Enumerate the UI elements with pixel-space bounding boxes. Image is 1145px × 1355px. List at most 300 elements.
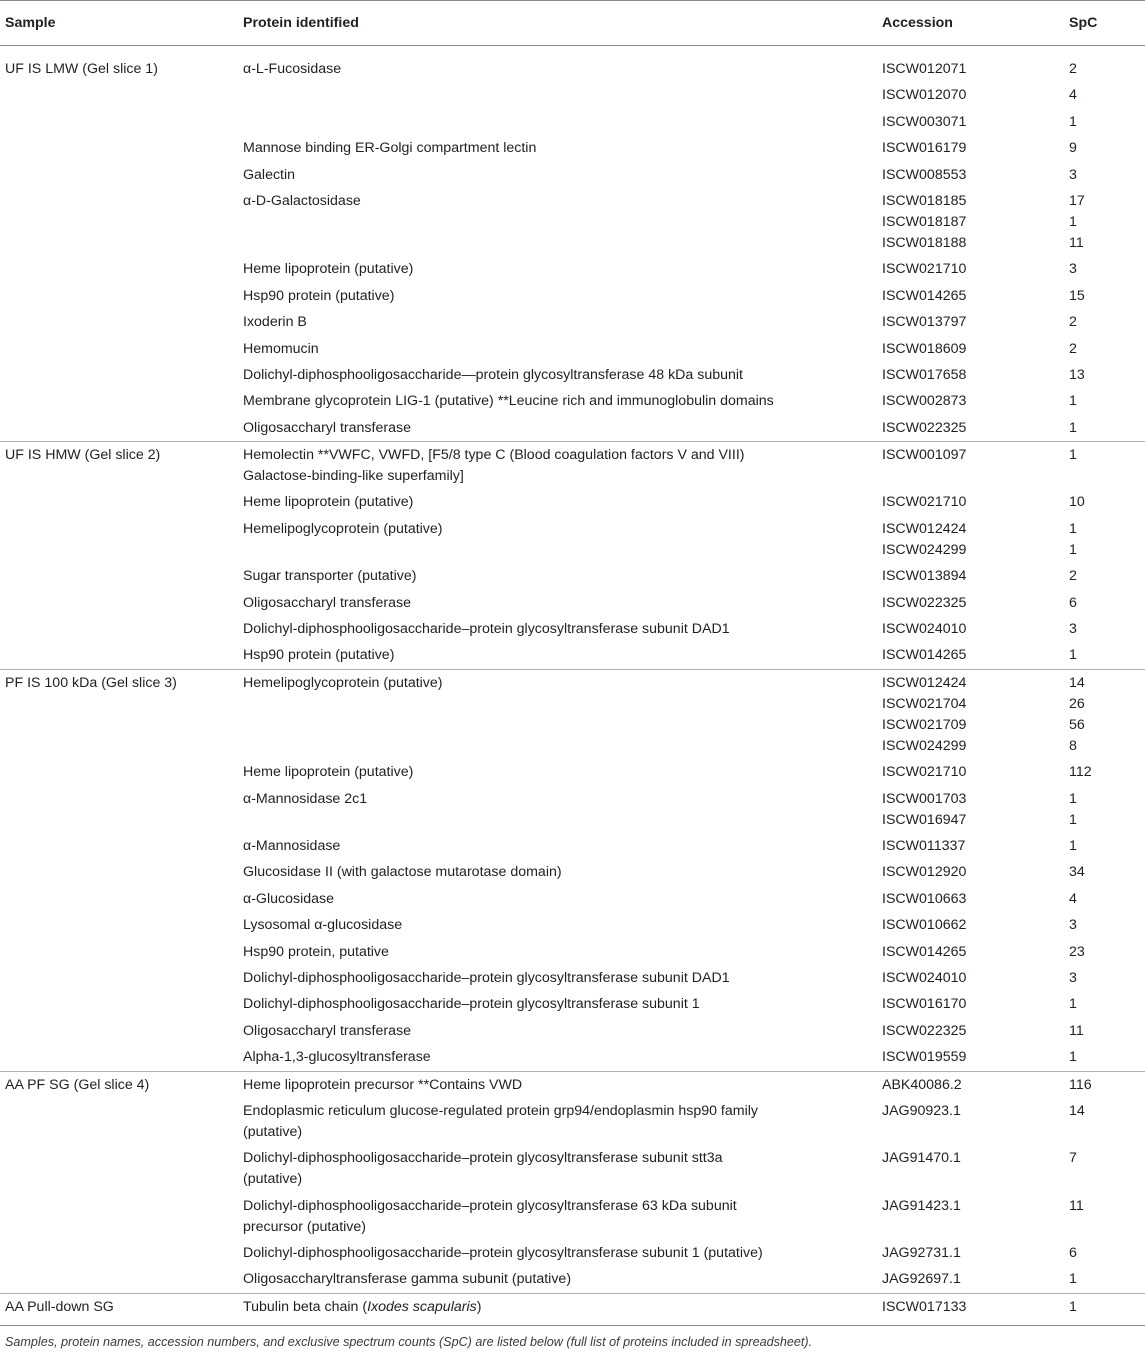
protein-cell: Oligosaccharyl transferase <box>243 419 411 436</box>
accession-cell <box>877 939 1064 965</box>
sample-cell <box>0 1193 243 1240</box>
spectrum-count: 1 <box>1069 419 1077 436</box>
accession-cell <box>877 1145 1064 1192</box>
spectrum-count: 11 <box>1069 234 1084 251</box>
spc-cell <box>1064 833 1145 859</box>
protein-cell: Glucosidase II (with galactose mutarotase domain) <box>243 864 562 881</box>
accession-number: ABK40086.2 <box>882 1076 962 1093</box>
protein-cell: Mannose binding ER-Golgi compartment lectin <box>243 140 537 157</box>
accession-number: ISCW002873 <box>882 393 967 410</box>
spc-cell <box>1064 590 1145 616</box>
sample-cell <box>0 256 243 282</box>
protein-name-line: precursor (putative) <box>243 1218 367 1235</box>
accession-number: ISCW017658 <box>882 366 967 383</box>
spectrum-count: 26 <box>1069 695 1085 712</box>
protein-cell: Heme lipoprotein precursor **Contains VWD <box>243 1071 877 1098</box>
accession-cell <box>877 859 1064 885</box>
sample-cell <box>0 162 243 188</box>
table-header <box>0 1 1145 46</box>
table-row <box>0 1071 1145 1098</box>
spectrum-count: 1 <box>1069 541 1077 558</box>
accession-cell <box>877 833 1064 859</box>
header-row <box>0 1 1145 46</box>
spc-cell <box>1064 1293 1145 1325</box>
table-row <box>0 135 1145 161</box>
spc-cell <box>1064 563 1145 589</box>
protein-cell: Hsp90 protein (putative) <box>243 647 395 664</box>
sample-cell <box>0 516 243 563</box>
table-row <box>0 1193 1145 1240</box>
header-accession: Accession <box>877 1 1064 46</box>
spectrum-count: 23 <box>1069 943 1085 960</box>
accession-number: ISCW012424 <box>882 674 967 691</box>
sample-cell <box>0 188 243 256</box>
protein-cell: Oligosaccharyl transferase <box>243 594 411 611</box>
protein-cell: α-Glucosidase <box>243 890 334 907</box>
accession-cell <box>877 786 1064 833</box>
protein-cell: Hemelipoglycoprotein (putative) <box>243 669 877 759</box>
sample-cell <box>0 1240 243 1266</box>
table-row <box>0 109 1145 135</box>
spectrum-count: 1 <box>1069 647 1077 664</box>
table-row <box>0 590 1145 616</box>
protein-cell: Galectin <box>243 166 296 183</box>
accession-number: ISCW003071 <box>882 113 967 130</box>
spectrum-count: 6 <box>1069 1245 1077 1262</box>
table-row <box>0 1145 1145 1192</box>
protein-cell: Alpha-1,3-glucosyltransferase <box>243 1049 431 1066</box>
table-row <box>0 786 1145 833</box>
table-row <box>0 859 1145 885</box>
accession-cell <box>877 162 1064 188</box>
accession-number: ISCW012424 <box>882 520 967 537</box>
spectrum-count: 1 <box>1069 996 1077 1013</box>
accession-cell <box>877 1098 1064 1145</box>
accession-cell <box>877 1193 1064 1240</box>
protein-name: Tubulin beta chain ( <box>243 1298 368 1315</box>
protein-cell: Heme lipoprotein (putative) <box>243 494 414 511</box>
sample-cell <box>0 283 243 309</box>
protein-cell: Dolichyl-diphosphooligosaccharide—protein glycosyltransferase 48 kDa subunit <box>243 366 743 383</box>
table-row <box>0 642 1145 669</box>
protein-name-line: Dolichyl-diphosphooligosaccharide–protein glycosyltransferase 63 kDa subunit <box>243 1197 737 1214</box>
protein-cell: α-Mannosidase <box>243 837 341 854</box>
accession-number: ISCW011337 <box>882 837 966 854</box>
spectrum-count: 1 <box>1069 811 1077 828</box>
sample-cell <box>0 859 243 885</box>
table-row <box>0 256 1145 282</box>
protein-cell <box>243 82 877 108</box>
table-row <box>0 939 1145 965</box>
spectrum-count: 34 <box>1069 864 1085 881</box>
accession-number: JAG91470.1 <box>882 1150 961 1167</box>
spc-cell <box>1064 489 1145 515</box>
sample-cell: AA PF SG (Gel slice 4) <box>0 1071 243 1098</box>
accession-number: ISCW013797 <box>882 314 967 331</box>
spc-cell <box>1064 1240 1145 1266</box>
spectrum-count: 15 <box>1069 287 1085 304</box>
spc-cell <box>1064 886 1145 912</box>
sample-cell <box>0 1145 243 1192</box>
sample-cell <box>0 991 243 1017</box>
spc-cell <box>1064 669 1145 759</box>
table-row <box>0 309 1145 335</box>
spectrum-count: 116 <box>1069 1076 1092 1093</box>
sample-cell <box>0 336 243 362</box>
sample-cell <box>0 415 243 442</box>
protein-name-line: Endoplasmic reticulum glucose-regulated protein grp94/endoplasmin hsp90 family <box>243 1102 758 1119</box>
accession-cell <box>877 516 1064 563</box>
spectrum-count: 14 <box>1069 1102 1085 1119</box>
table-row <box>0 283 1145 309</box>
accession-number: ISCW018185 <box>882 192 967 209</box>
spectrum-count: 2 <box>1069 568 1077 585</box>
protein-cell: Dolichyl-diphosphooligosaccharide–protein glycosyltransferase subunit DAD1 <box>243 621 730 638</box>
protein-cell: Sugar transporter (putative) <box>243 568 417 585</box>
sample-cell: UF IS LMW (Gel slice 1) <box>5 61 158 77</box>
protein-cell: Heme lipoprotein (putative) <box>243 261 414 278</box>
spc-cell <box>1064 442 1145 490</box>
spc-cell <box>1064 256 1145 282</box>
table-row <box>0 188 1145 256</box>
accession-cell <box>877 442 1064 490</box>
protein-cell: Dolichyl-diphosphooligosaccharide–protein glycosyltransferase subunit 1 <box>243 996 700 1013</box>
protein-name-line: Galactose-binding-like superfamily] <box>243 468 464 485</box>
spc-cell <box>1064 1193 1145 1240</box>
table-row <box>0 336 1145 362</box>
spc-cell <box>1064 912 1145 938</box>
spectrum-count: 11 <box>1069 1197 1084 1214</box>
header-sample: Sample <box>0 1 243 46</box>
accession-number: JAG91423.1 <box>882 1197 961 1214</box>
spectrum-count: 1 <box>1069 520 1077 537</box>
protein-cell: Dolichyl-diphosphooligosaccharide–protein glycosyltransferase subunit DAD1 <box>243 969 730 986</box>
spc-cell <box>1064 1044 1145 1071</box>
spectrum-count: 1 <box>1069 213 1077 230</box>
accession-number: ISCW021704 <box>882 695 967 712</box>
accession-cell <box>877 1266 1064 1293</box>
accession-cell <box>877 188 1064 256</box>
accession-number: ISCW012920 <box>882 864 967 881</box>
accession-number: ISCW018188 <box>882 234 967 251</box>
spc-cell <box>1064 388 1145 414</box>
accession-number: ISCW017133 <box>882 1298 967 1315</box>
spc-cell <box>1064 46 1145 83</box>
accession-number: ISCW016179 <box>882 140 967 157</box>
spc-cell <box>1064 188 1145 256</box>
table-row <box>0 886 1145 912</box>
spc-cell <box>1064 939 1145 965</box>
spectrum-count: 13 <box>1069 366 1085 383</box>
protein-cell: Hemomucin <box>243 340 319 357</box>
accession-number: ISCW022325 <box>882 419 967 436</box>
accession-number: ISCW018187 <box>882 213 967 230</box>
accession-cell <box>877 886 1064 912</box>
sample-cell <box>0 616 243 642</box>
spectrum-count: 1 <box>1069 837 1077 854</box>
protein-cell: α-D-Galactosidase <box>243 192 361 209</box>
header-spc: SpC <box>1064 1 1145 46</box>
accession-cell <box>877 991 1064 1017</box>
protein-cell: Hemelipoglycoprotein (putative) <box>243 520 443 537</box>
accession-cell <box>877 616 1064 642</box>
spc-cell <box>1064 516 1145 563</box>
accession-cell <box>877 965 1064 991</box>
spc-cell <box>1064 1145 1145 1192</box>
spc-cell <box>1064 162 1145 188</box>
protein-name-suffix: ) <box>476 1298 482 1315</box>
protein-cell <box>243 1145 877 1192</box>
spc-cell <box>1064 1098 1145 1145</box>
sample-cell <box>0 135 243 161</box>
spectrum-count: 6 <box>1069 594 1077 611</box>
spectrum-count: 1 <box>1069 1298 1077 1315</box>
accession-number: JAG92731.1 <box>882 1245 961 1262</box>
table-row <box>0 1293 1145 1325</box>
accession-cell <box>877 1044 1064 1071</box>
accession-cell <box>877 563 1064 589</box>
spc-cell <box>1064 82 1145 108</box>
accession-number: ISCW019559 <box>882 1049 967 1066</box>
table-row <box>0 162 1145 188</box>
spc-cell <box>1064 1018 1145 1044</box>
table-row <box>0 833 1145 859</box>
accession-cell <box>877 1018 1064 1044</box>
table-row <box>0 563 1145 589</box>
table-row <box>0 388 1145 414</box>
table-row <box>0 1266 1145 1293</box>
spc-cell <box>1064 786 1145 833</box>
sample-cell <box>0 939 243 965</box>
sample-cell <box>0 886 243 912</box>
protein-cell: Dolichyl-diphosphooligosaccharide–protein glycosyltransferase subunit 1 (putative) <box>243 1245 763 1262</box>
protein-name-line: Hemolectin **VWFC, VWFD, [F5/8 type C (Blood coagulation factors V and VIII) <box>243 447 745 464</box>
spc-cell <box>1064 759 1145 785</box>
table-row <box>0 82 1145 108</box>
accession-cell <box>877 489 1064 515</box>
table-row <box>0 415 1145 442</box>
accession-number: ISCW016947 <box>882 811 967 828</box>
sample-cell <box>0 309 243 335</box>
accession-cell <box>877 415 1064 442</box>
table-row <box>0 362 1145 388</box>
sample-cell <box>0 563 243 589</box>
accession-number: ISCW012071 <box>882 61 967 77</box>
accession-number: ISCW012070 <box>882 87 967 104</box>
spectrum-count: 2 <box>1069 61 1077 77</box>
sample-cell: UF IS HMW (Gel slice 2) <box>0 442 243 490</box>
sample-cell: PF IS 100 kDa (Gel slice 3) <box>0 669 243 759</box>
table-row <box>0 1098 1145 1145</box>
table-row <box>0 1044 1145 1071</box>
accession-cell <box>877 256 1064 282</box>
accession-cell <box>877 388 1064 414</box>
spectrum-count: 11 <box>1069 1022 1084 1039</box>
spectrum-count: 2 <box>1069 340 1077 357</box>
sample-cell <box>0 362 243 388</box>
protein-name-line: (putative) <box>243 1123 303 1140</box>
table-row <box>0 759 1145 785</box>
spc-cell <box>1064 642 1145 669</box>
protein-cell <box>243 1293 877 1325</box>
protein-cell: α-L-Fucosidase <box>243 61 342 77</box>
accession-number: ISCW010663 <box>882 890 967 907</box>
spc-cell <box>1064 336 1145 362</box>
protein-name-line: (putative) <box>243 1171 303 1188</box>
spc-cell <box>1064 991 1145 1017</box>
spc-cell <box>1064 309 1145 335</box>
sample-cell <box>0 642 243 669</box>
table-row <box>0 669 1145 759</box>
spectrum-count: 1 <box>1069 393 1077 410</box>
table-body <box>0 46 1145 1326</box>
accession-number: ISCW024299 <box>882 541 967 558</box>
accession-number: ISCW021709 <box>882 716 967 733</box>
spc-cell <box>1064 1071 1145 1098</box>
spc-cell <box>1064 283 1145 309</box>
protein-cell: Lysosomal α-glucosidase <box>243 917 403 934</box>
table-row <box>0 442 1145 490</box>
spectrum-count: 7 <box>1069 1150 1077 1167</box>
accession-cell <box>877 82 1064 108</box>
accession-number: ISCW016170 <box>882 996 967 1013</box>
accession-number: ISCW022325 <box>882 594 967 611</box>
accession-number: ISCW010662 <box>882 917 967 934</box>
accession-number: ISCW024299 <box>882 737 967 754</box>
accession-number: ISCW013894 <box>882 568 967 585</box>
accession-cell <box>877 1293 1064 1325</box>
table-row <box>0 1240 1145 1266</box>
accession-cell <box>877 642 1064 669</box>
spc-cell <box>1064 109 1145 135</box>
sample-cell <box>0 786 243 833</box>
accession-cell <box>877 309 1064 335</box>
spc-cell <box>1064 415 1145 442</box>
sample-cell <box>0 1018 243 1044</box>
table-row <box>0 46 1145 83</box>
accession-cell <box>877 759 1064 785</box>
accession-number: ISCW022325 <box>882 1022 967 1039</box>
spectrum-count: 14 <box>1069 674 1085 691</box>
spectrum-count: 4 <box>1069 87 1077 104</box>
accession-number: ISCW024010 <box>882 621 967 638</box>
spectrum-count: 3 <box>1069 166 1077 183</box>
protein-cell: Hsp90 protein, putative <box>243 943 389 960</box>
table-row <box>0 912 1145 938</box>
spectrum-count: 1 <box>1069 1271 1077 1288</box>
spc-cell <box>1064 616 1145 642</box>
protein-cell: Heme lipoprotein (putative) <box>243 764 414 781</box>
spectrum-count: 3 <box>1069 621 1077 638</box>
sample-cell <box>0 912 243 938</box>
protein-cell <box>243 442 877 490</box>
accession-number: ISCW014265 <box>882 943 967 960</box>
sample-cell <box>0 965 243 991</box>
protein-cell: Hsp90 protein (putative) <box>243 287 395 304</box>
sample-cell <box>0 590 243 616</box>
spectrum-count: 1 <box>1069 1049 1077 1066</box>
sample-cell <box>0 109 243 135</box>
protein-cell: Ixoderin B <box>243 314 307 331</box>
accession-number: JAG92697.1 <box>882 1271 961 1288</box>
sample-cell <box>0 388 243 414</box>
table-row <box>0 1018 1145 1044</box>
protein-cell: Oligosaccharyl transferase <box>243 1022 411 1039</box>
protein-cell: Oligosaccharyltransferase gamma subunit (putative) <box>243 1271 572 1288</box>
accession-number: ISCW021710 <box>882 261 967 278</box>
accession-cell <box>877 1071 1064 1098</box>
protein-cell: Membrane glycoprotein LIG-1 (putative) **Leucine rich and immunoglobulin domains <box>243 393 774 410</box>
sample-cell <box>0 489 243 515</box>
sample-cell: AA Pull-down SG <box>0 1293 243 1325</box>
spectrum-count: 10 <box>1069 494 1085 511</box>
accession-number: ISCW018609 <box>882 340 967 357</box>
spectrum-count: 1 <box>1069 790 1077 807</box>
accession-number: ISCW021710 <box>882 494 967 511</box>
spectrum-count: 3 <box>1069 969 1077 986</box>
spectrum-count: 1 <box>1069 113 1077 130</box>
sample-cell <box>0 759 243 785</box>
species-name: Ixodes scapularis <box>367 1298 477 1315</box>
spectrum-count: 2 <box>1069 314 1077 331</box>
spectrum-count: 3 <box>1069 261 1077 278</box>
table-row <box>0 616 1145 642</box>
accession-number: ISCW014265 <box>882 287 967 304</box>
table-row <box>0 965 1145 991</box>
protein-name-line: Dolichyl-diphosphooligosaccharide–protein glycosyltransferase subunit stt3a <box>243 1150 723 1167</box>
sample-cell <box>0 833 243 859</box>
protein-cell <box>243 1098 877 1145</box>
accession-cell <box>877 362 1064 388</box>
spectrum-count: 1 <box>1069 447 1077 464</box>
sample-cell <box>0 82 243 108</box>
accession-cell <box>877 336 1064 362</box>
spectrum-count: 3 <box>1069 917 1077 934</box>
protein-cell <box>243 1193 877 1240</box>
sample-cell <box>0 1266 243 1293</box>
spc-cell <box>1064 859 1145 885</box>
accession-number: ISCW014265 <box>882 647 967 664</box>
table-row <box>0 489 1145 515</box>
protein-cell: α-Mannosidase 2c1 <box>243 790 368 807</box>
table-caption: Samples, protein names, accession numbers, and exclusive spectrum counts (SpC) are listed below (full list of proteins included in spreadsheet). <box>5 1335 813 1349</box>
table-row <box>0 516 1145 563</box>
spectrum-count: 17 <box>1069 192 1085 209</box>
accession-cell <box>877 1240 1064 1266</box>
spc-cell <box>1064 362 1145 388</box>
accession-number: ISCW001703 <box>882 790 967 807</box>
sample-cell <box>0 1098 243 1145</box>
spc-cell <box>1064 1266 1145 1293</box>
accession-number: ISCW008553 <box>882 166 967 183</box>
accession-cell <box>877 669 1064 759</box>
table-row <box>0 991 1145 1017</box>
spectrum-count: 9 <box>1069 140 1077 157</box>
spc-cell <box>1064 965 1145 991</box>
protein-cell <box>243 109 877 135</box>
accession-cell <box>877 109 1064 135</box>
accession-cell <box>877 912 1064 938</box>
accession-cell <box>877 46 1064 83</box>
accession-number: ISCW001097 <box>882 447 967 464</box>
spectrum-count: 112 <box>1069 764 1092 781</box>
spectrum-count: 56 <box>1069 716 1085 733</box>
header-protein: Protein identified <box>243 1 877 46</box>
spc-cell <box>1064 135 1145 161</box>
accession-number: JAG90923.1 <box>882 1102 961 1119</box>
spectrum-count: 4 <box>1069 890 1077 907</box>
sample-cell <box>0 1044 243 1071</box>
